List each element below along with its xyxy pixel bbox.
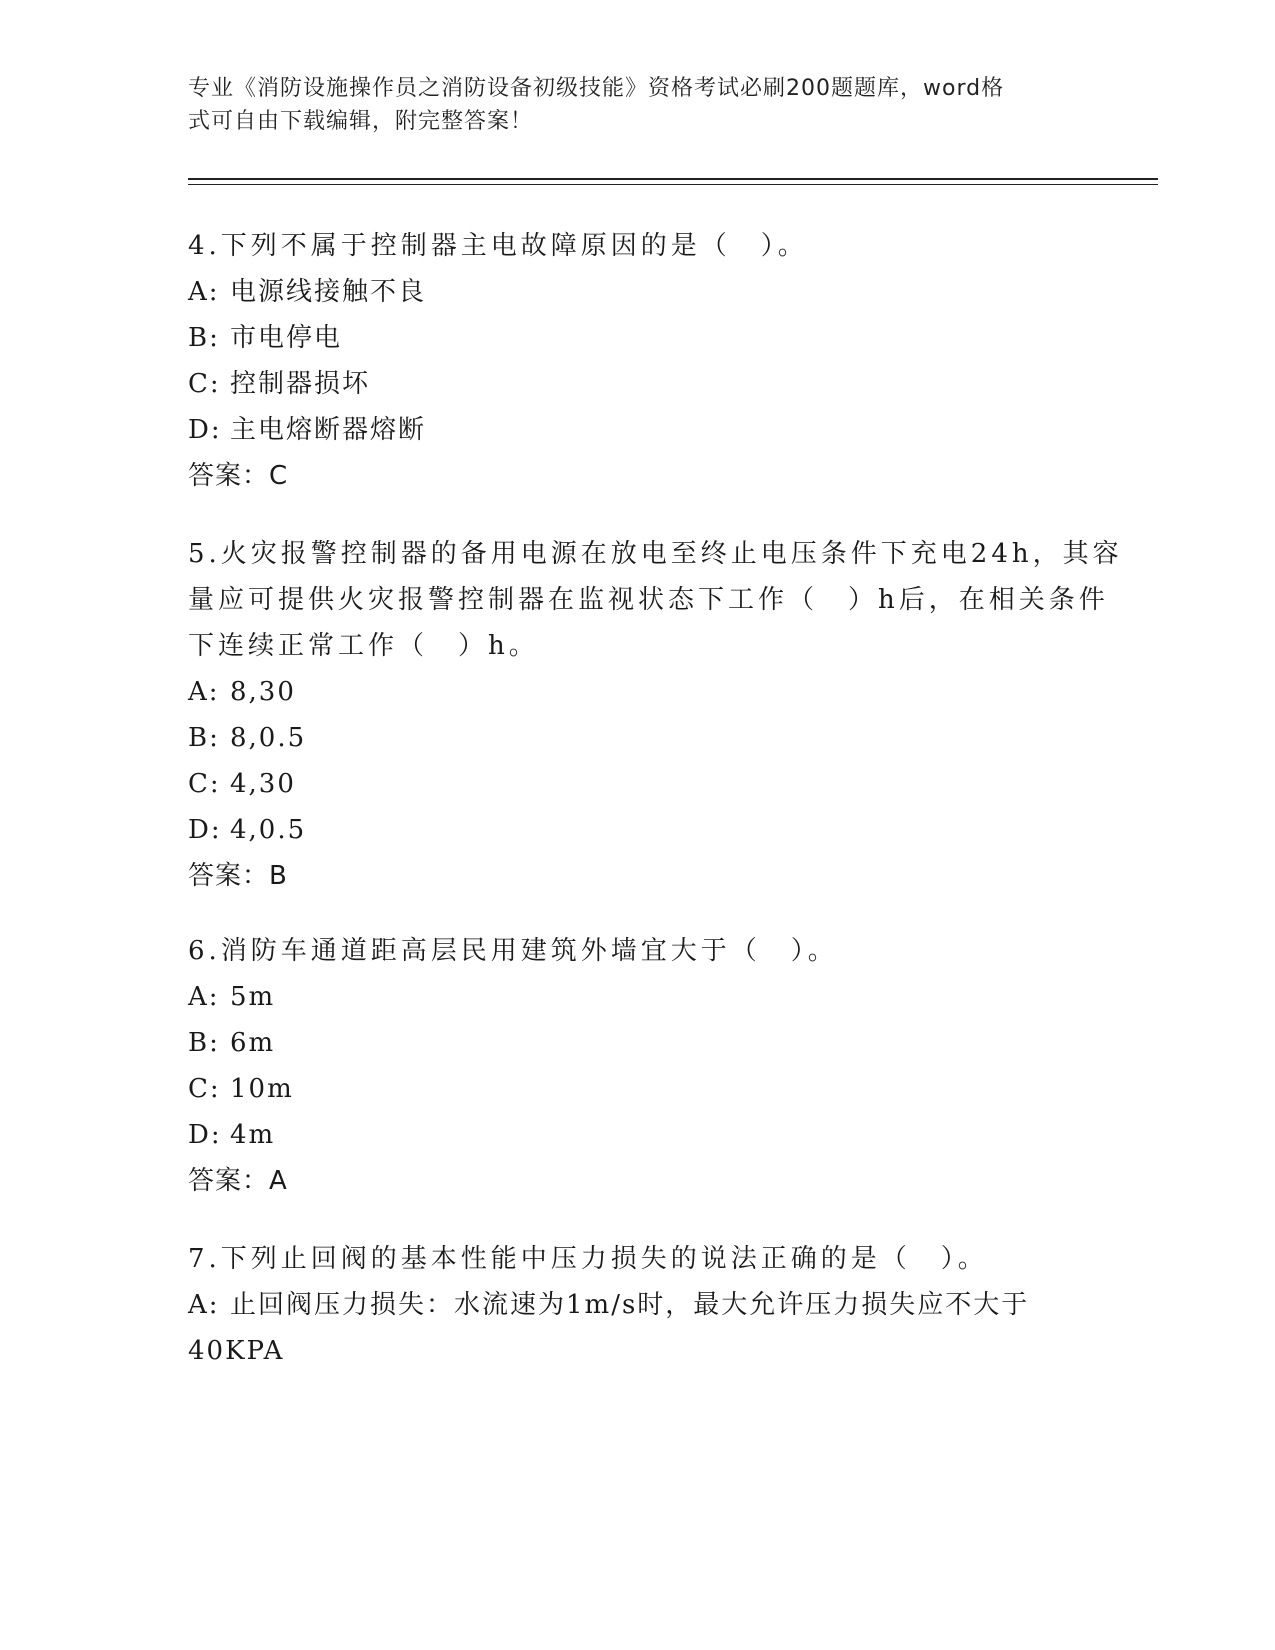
option-a bbox=[188, 974, 1088, 1020]
option-key: B: bbox=[188, 1028, 220, 1058]
question-7 bbox=[188, 1236, 1088, 1374]
header-line-2: 式可自由下载编辑，附完整答案！ bbox=[188, 109, 534, 134]
option-key: B: bbox=[188, 323, 220, 353]
option-key: A: bbox=[188, 677, 220, 707]
option-b bbox=[188, 1020, 1088, 1066]
stem-line: 7.下列止回阀的基本性能中压力损失的说法正确的是（ ）。 bbox=[188, 1244, 988, 1274]
question-stem bbox=[188, 928, 1088, 974]
option-key: D: bbox=[188, 815, 222, 845]
option-c bbox=[188, 761, 1088, 807]
option-c bbox=[188, 361, 1088, 407]
stem-line: 量应可提供火灾报警控制器在监视状态下工作（ ）h后，在相关条件 bbox=[188, 585, 1109, 615]
option-a bbox=[188, 269, 1088, 315]
option-key: D: bbox=[188, 415, 222, 445]
option-d bbox=[188, 407, 1088, 453]
option-text: 4,30 bbox=[230, 769, 296, 799]
option-text: 4,0.5 bbox=[230, 815, 307, 845]
option-key: C: bbox=[188, 1074, 221, 1104]
stem-line: 下连续正常工作（ ）h。 bbox=[188, 631, 539, 661]
answer-line: 答案：B bbox=[188, 861, 288, 891]
option-text: 电源线接触不良 bbox=[230, 277, 427, 307]
question-4 bbox=[188, 223, 1088, 499]
option-text: 8,0.5 bbox=[230, 723, 307, 753]
option-text: 10m bbox=[230, 1074, 294, 1104]
option-key: C: bbox=[188, 769, 221, 799]
option-text: 主电熔断器熔断 bbox=[230, 415, 427, 445]
header-divider-thin bbox=[188, 184, 1158, 185]
stem-line: 4.下列不属于控制器主电故障原因的是（ ）。 bbox=[188, 231, 808, 261]
option-d bbox=[188, 807, 1088, 853]
option-text: 控制器损坏 bbox=[230, 369, 371, 399]
option-c bbox=[188, 1066, 1088, 1112]
option-key: A: bbox=[188, 1290, 220, 1320]
option-b bbox=[188, 315, 1088, 361]
option-a bbox=[188, 1282, 1088, 1328]
option-key: A: bbox=[188, 277, 220, 307]
option-key: C: bbox=[188, 369, 221, 399]
header-line-1: 专业《消防设施操作员之消防设备初级技能》资格考试必刷200题题库，word格 bbox=[188, 76, 1005, 101]
question-5 bbox=[188, 531, 1123, 899]
stem-line: 6.消防车通道距高层民用建筑外墙宜大于（ ）。 bbox=[188, 936, 838, 966]
option-text: 6m bbox=[230, 1028, 276, 1058]
option-key: D: bbox=[188, 1120, 222, 1150]
option-text: 8,30 bbox=[230, 677, 296, 707]
question-stem bbox=[188, 531, 1123, 669]
question-6 bbox=[188, 928, 1088, 1204]
option-text: 市电停电 bbox=[230, 323, 343, 353]
question-stem bbox=[188, 1236, 1088, 1282]
option-a bbox=[188, 669, 1088, 715]
option-text: 4m bbox=[230, 1120, 276, 1150]
option-key: B: bbox=[188, 723, 220, 753]
document-header bbox=[188, 72, 1068, 138]
option-d bbox=[188, 1112, 1088, 1158]
answer-line: 答案：A bbox=[188, 1166, 288, 1196]
answer-line: 答案：C bbox=[188, 461, 289, 491]
option-a-continuation: 40KPA bbox=[188, 1336, 285, 1366]
header-divider-thick bbox=[188, 178, 1158, 180]
option-key: A: bbox=[188, 982, 220, 1012]
option-text: 止回阀压力损失：水流速为1m/s时，最大允许压力损失应不大于 bbox=[230, 1290, 1030, 1320]
question-stem bbox=[188, 223, 1088, 269]
stem-line: 5.火灾报警控制器的备用电源在放电至终止电压条件下充电24h，其容 bbox=[188, 539, 1123, 569]
option-b bbox=[188, 715, 1088, 761]
option-text: 5m bbox=[230, 982, 276, 1012]
